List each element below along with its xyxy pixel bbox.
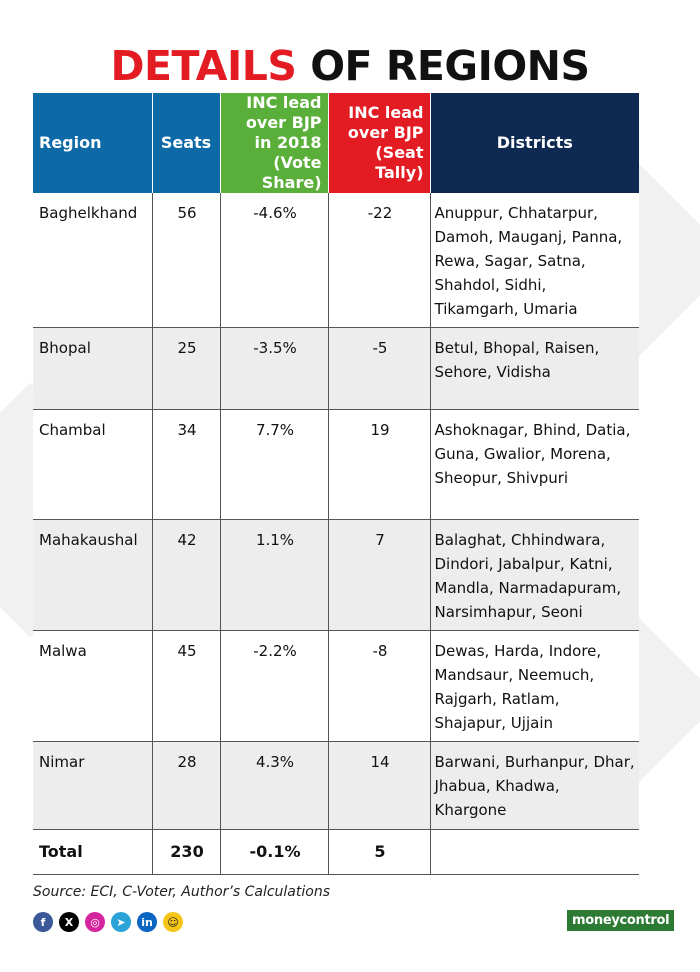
table-header-row: [33, 93, 639, 193]
header-region: Region: [33, 93, 152, 193]
header-districts: Districts: [430, 93, 639, 193]
cell-vote-share: 1.1%: [220, 520, 328, 631]
title-highlight: DETAILS: [110, 42, 297, 90]
table-row: [33, 742, 639, 830]
header-seats: Seats: [152, 93, 220, 193]
cell-seat-tally: 14: [328, 742, 430, 830]
table-row: [33, 631, 639, 742]
title-rest: OF REGIONS: [310, 42, 590, 90]
x-icon[interactable]: X: [59, 912, 79, 932]
cell-region: Nimar: [33, 742, 152, 830]
cell-region: Bhopal: [33, 328, 152, 410]
total-vote-share: -0.1%: [220, 830, 328, 875]
table-row: [33, 193, 639, 328]
cell-seat-tally: 7: [328, 520, 430, 631]
regions-table: [33, 93, 639, 875]
brand-logo: moneycontrol: [567, 910, 674, 931]
telegram-icon[interactable]: ➤: [111, 912, 131, 932]
cell-districts: Balaghat, Chhindwara, Dindori, Jabalpur, Katni, Mandla, Narmadapuram, Narsimhapur, Seoni: [430, 520, 639, 631]
cell-seat-tally: -22: [328, 193, 430, 328]
cell-districts: Barwani, Burhanpur, Dhar, Jhabua, Khadwa, Khargone: [430, 742, 639, 830]
cell-seats: 28: [152, 742, 220, 830]
table-row: [33, 328, 639, 410]
header-vote-share: INC lead over BJP in 2018 (Vote Share): [220, 93, 328, 193]
facebook-icon[interactable]: f: [33, 912, 53, 932]
page-title: [0, 42, 700, 90]
cell-vote-share: 7.7%: [220, 410, 328, 520]
cell-seats: 56: [152, 193, 220, 328]
cell-districts: Betul, Bhopal, Raisen, Sehore, Vidisha: [430, 328, 639, 410]
cell-vote-share: -2.2%: [220, 631, 328, 742]
cell-districts: Dewas, Harda, Indore, Mandsaur, Neemuch, Rajgarh, Ratlam, Shajapur, Ujjain: [430, 631, 639, 742]
total-region: Total: [33, 830, 152, 875]
instagram-icon[interactable]: ◎: [85, 912, 105, 932]
social-links: [33, 912, 183, 932]
snapchat-icon[interactable]: ☺: [163, 912, 183, 932]
cell-region: Mahakaushal: [33, 520, 152, 631]
cell-seat-tally: 19: [328, 410, 430, 520]
cell-seats: 45: [152, 631, 220, 742]
source-note: Source: ECI, C-Voter, Author’s Calculations: [33, 884, 330, 900]
cell-vote-share: 4.3%: [220, 742, 328, 830]
total-row: [33, 830, 639, 875]
total-seats: 230: [152, 830, 220, 875]
cell-seats: 25: [152, 328, 220, 410]
cell-region: Baghelkhand: [33, 193, 152, 328]
cell-seats: 42: [152, 520, 220, 631]
cell-vote-share: -4.6%: [220, 193, 328, 328]
cell-region: Chambal: [33, 410, 152, 520]
table-row: [33, 520, 639, 631]
cell-districts: Anuppur, Chhatarpur, Damoh, Mauganj, Panna, Rewa, Sagar, Satna, Shahdol, Sidhi, Tikamgarh, Umaria: [430, 193, 639, 328]
total-districts: [430, 830, 639, 875]
total-seat-tally: 5: [328, 830, 430, 875]
table-row: [33, 410, 639, 520]
cell-seats: 34: [152, 410, 220, 520]
cell-seat-tally: -8: [328, 631, 430, 742]
header-seat-tally: INC lead over BJP (Seat Tally): [328, 93, 430, 193]
cell-seat-tally: -5: [328, 328, 430, 410]
cell-districts: Ashoknagar, Bhind, Datia, Guna, Gwalior, Morena, Sheopur, Shivpuri: [430, 410, 639, 520]
cell-vote-share: -3.5%: [220, 328, 328, 410]
cell-region: Malwa: [33, 631, 152, 742]
linkedin-icon[interactable]: in: [137, 912, 157, 932]
